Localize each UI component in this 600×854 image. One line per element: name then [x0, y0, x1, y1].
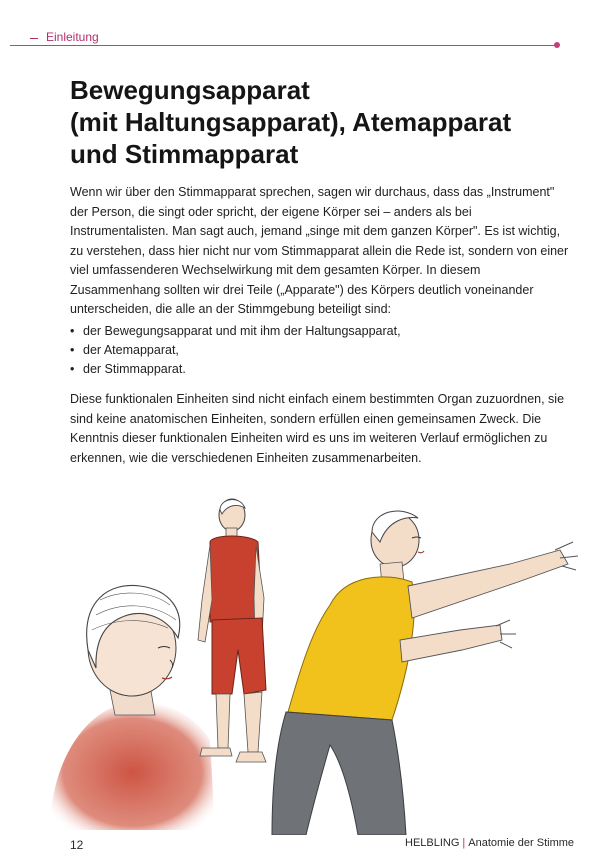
woman-red-top — [50, 702, 215, 830]
book-title: Anatomie der Stimme — [468, 837, 575, 849]
leaning-man-upper-arm — [408, 550, 568, 618]
footer-separator: | — [462, 837, 466, 849]
leaning-man-yellow-shirt — [288, 577, 414, 720]
leaning-man-figure — [272, 511, 578, 835]
list-item: • der Bewegungsapparat und mit ihm der Haltungsapparat, — [70, 322, 570, 341]
title-line-3: und Stimmapparat — [70, 139, 299, 169]
list-item: • der Atemapparat, — [70, 341, 570, 360]
standing-man-figure — [198, 499, 266, 762]
title-line-1: Bewegungsapparat — [70, 75, 310, 105]
apparatus-list — [70, 322, 570, 379]
footer-credit — [405, 837, 574, 849]
list-item: • der Stimmapparat. — [70, 360, 570, 379]
figures-illustration — [40, 490, 580, 835]
woman-bust-figure — [50, 585, 215, 830]
title-line-2: (mit Haltungsapparat), Atemapparat — [70, 107, 512, 137]
header-rule-end-dot — [554, 42, 560, 48]
header-dash — [30, 38, 38, 39]
section-header — [10, 30, 560, 50]
page-title — [70, 74, 570, 170]
standing-man-red-shorts — [212, 618, 266, 694]
functional-units-paragraph: Diese funktionalen Einheiten sind nicht einfach einem bestimmten Organ zuzuordnen, sie sind keine anatomischen Einheiten, sondern erfüllen einen gemeinsamen Zweck. Die Kenntnis dieser funktionalen Einheiten wird es uns im weiteren Verlauf ermöglichen zu erkennen, wie die verschiedenen Einheiten zusammenarbeiten. — [70, 392, 565, 465]
header-rule — [10, 45, 558, 46]
section-label: Einleitung — [46, 30, 99, 44]
standing-man-left-arm — [198, 545, 212, 642]
leaning-man-lower-arm — [400, 625, 502, 662]
leaning-man-gray-pants — [272, 712, 406, 835]
intro-paragraph: Wenn wir über den Stimmapparat sprechen, sagen wir durchaus, dass das „Instrument" der Person, die singt oder spricht, der eigene Körper sei – anders als bei Instrumentalisten. Man sagt auch, jemand „singe mit dem ganzen Körper". Es ist wichtig, zu verstehen, dass hier nicht nur vom Stimmapparat allein die Rede ist, sondern von einer viel umfassenderen Wechselwirkung mit dem gesamten Körper. In diesem Zusammenhang sollten wir drei Teile („Apparate") des Körpers deutlich voneinander unterscheiden, die alle an der Stimmgebung beteiligt sind: — [70, 185, 569, 316]
publisher-name: HELBLING — [405, 837, 460, 849]
page-number: 12 — [70, 838, 84, 852]
